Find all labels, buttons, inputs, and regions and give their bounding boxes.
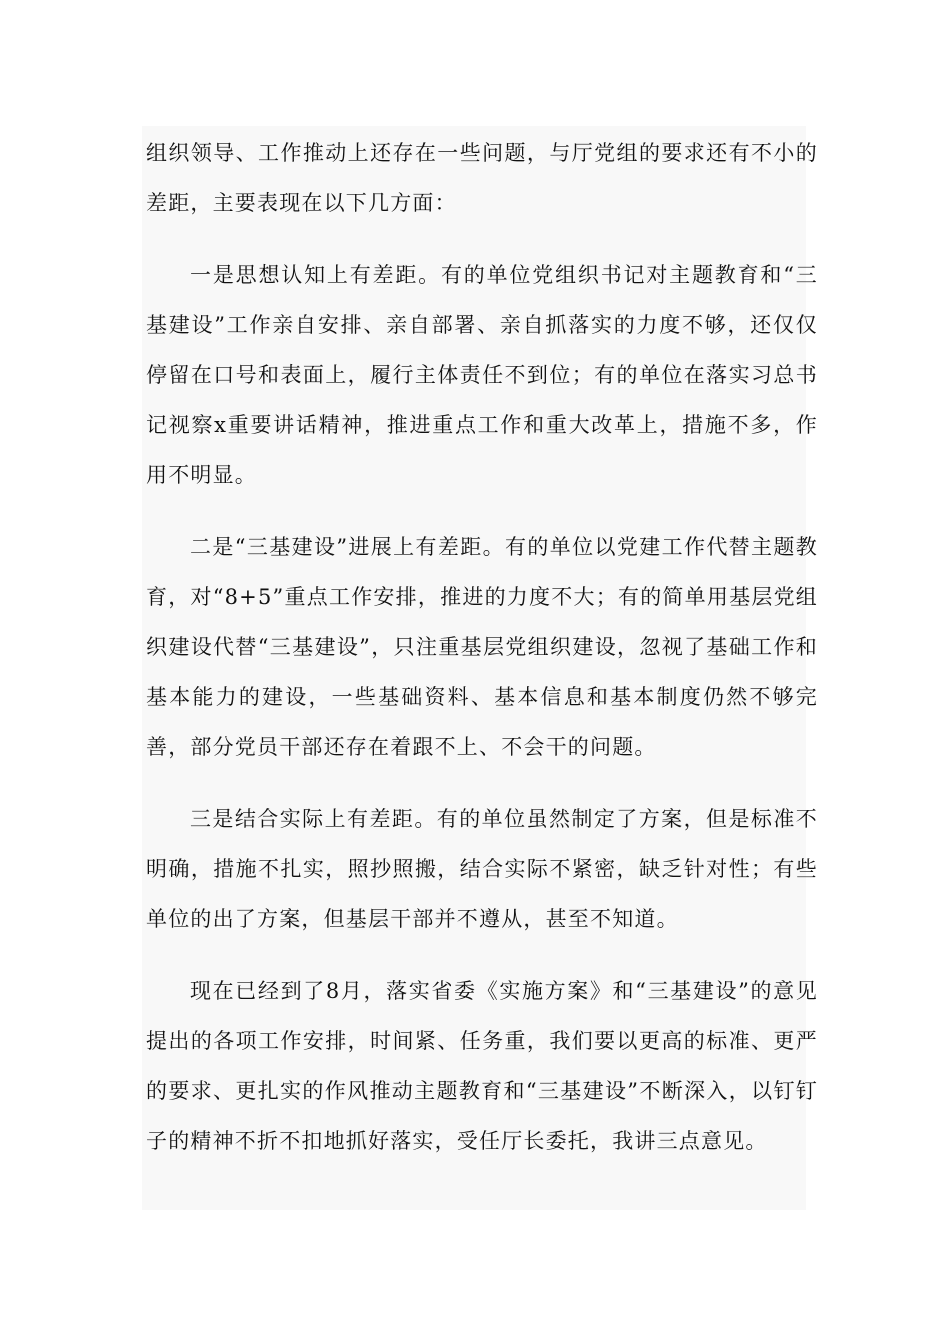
document-body — [146, 128, 818, 1166]
paragraph-intro: 组织领导、工作推动上还存在一些问题，与厅党组的要求还有不小的差距，主要表现在以下几方面： — [146, 141, 818, 215]
paragraph-conclusion: 现在已经到了8月，落实省委《实施方案》和“三基建设”的意见提出的各项工作安排，时间紧、任务重，我们要以更高的标准、更严的要求、更扎实的作风推动主题教育和“三基建设”不断深入，以钉钉子的精神不折不扣地抓好落实，受任厅长委托，我讲三点意见。 — [146, 979, 818, 1153]
paragraph-point-one: 一是思想认知上有差距。有的单位党组织书记对主题教育和“三基建设”工作亲自安排、亲自部署、亲自抓落实的力度不够，还仅仅停留在口号和表面上，履行主体责任不到位；有的单位在落实习总书记视察x重要讲话精神，推进重点工作和重大改革上，措施不多，作用不明显。 — [146, 263, 818, 487]
paragraph-point-three: 三是结合实际上有差距。有的单位虽然制定了方案，但是标准不明确，措施不扎实，照抄照搬，结合实际不紧密，缺乏针对性；有些单位的出了方案，但基层干部并不遵从，甚至不知道。 — [146, 807, 818, 931]
paragraph-point-two: 二是“三基建设”进展上有差距。有的单位以党建工作代替主题教育，对“8+5”重点工作安排，推进的力度不大；有的简单用基层党组织建设代替“三基建设”，只注重基层党组织建设，忽视了基础工作和基本能力的建设，一些基础资料、基本信息和基本制度仍然不够完善，部分党员干部还存在着跟不上、不会干的问题。 — [146, 535, 818, 759]
